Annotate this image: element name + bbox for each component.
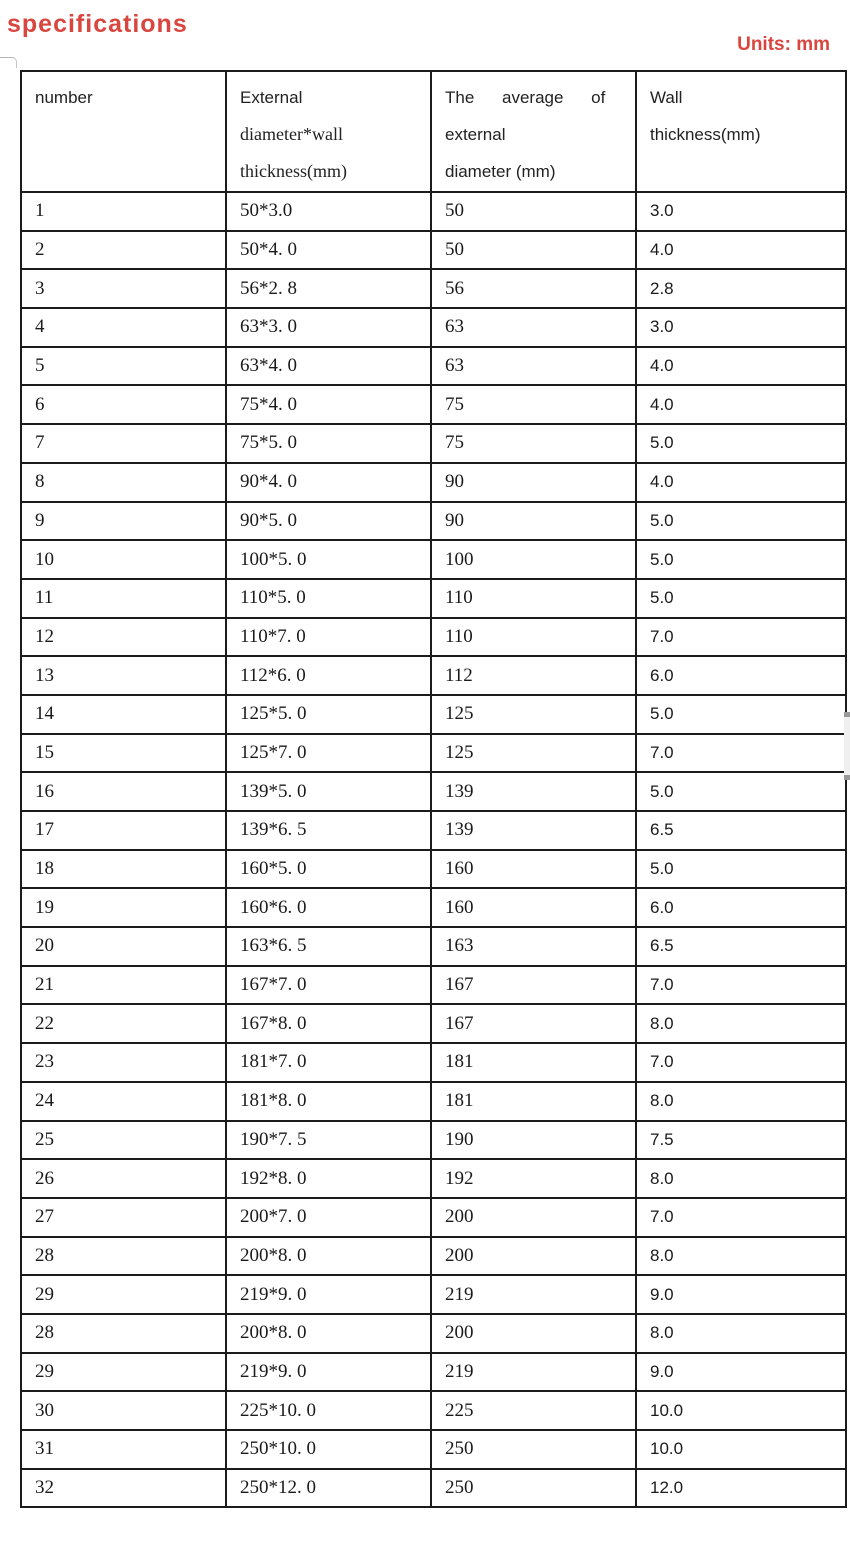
- scrollbar-dash-bottom: [844, 775, 850, 780]
- header-average-line1: The average of: [445, 88, 606, 107]
- row-number-cell: 22: [21, 1004, 226, 1043]
- average-diameter-cell: 163: [431, 927, 636, 966]
- row-number-cell: 21: [21, 966, 226, 1005]
- table-row: [21, 850, 846, 889]
- row-number-cell: 18: [21, 850, 226, 889]
- table-row: [21, 1237, 846, 1276]
- average-diameter-cell: 190: [431, 1121, 636, 1160]
- header-average-diameter: [431, 71, 636, 192]
- average-diameter-cell: 112: [431, 656, 636, 695]
- average-diameter-cell: 160: [431, 850, 636, 889]
- header-average-line3: diameter (mm): [445, 162, 556, 181]
- table-row: [21, 192, 846, 231]
- average-diameter-cell: 200: [431, 1237, 636, 1276]
- wall-thickness-cell: 3.0: [636, 308, 846, 347]
- average-diameter-cell: 181: [431, 1082, 636, 1121]
- external-diameter-cell: 75*5. 0: [226, 424, 431, 463]
- average-diameter-cell: 160: [431, 888, 636, 927]
- external-diameter-cell: 200*8. 0: [226, 1237, 431, 1276]
- external-diameter-cell: 181*7. 0: [226, 1043, 431, 1082]
- external-diameter-cell: 192*8. 0: [226, 1159, 431, 1198]
- average-diameter-cell: 200: [431, 1314, 636, 1353]
- wall-thickness-cell: 10.0: [636, 1391, 846, 1430]
- row-number-cell: 25: [21, 1121, 226, 1160]
- header-wall-thickness: [636, 71, 846, 192]
- average-diameter-cell: 219: [431, 1353, 636, 1392]
- average-diameter-cell: 110: [431, 618, 636, 657]
- average-diameter-cell: 56: [431, 269, 636, 308]
- external-diameter-cell: 75*4. 0: [226, 385, 431, 424]
- external-diameter-cell: 250*12. 0: [226, 1469, 431, 1508]
- table-row: [21, 1198, 846, 1237]
- table-row: [21, 695, 846, 734]
- external-diameter-cell: 110*5. 0: [226, 579, 431, 618]
- wall-thickness-cell: 8.0: [636, 1159, 846, 1198]
- external-diameter-cell: 225*10. 0: [226, 1391, 431, 1430]
- average-diameter-cell: 125: [431, 734, 636, 773]
- row-number-cell: 27: [21, 1198, 226, 1237]
- header-average-line2: external: [445, 125, 506, 144]
- row-number-cell: 13: [21, 656, 226, 695]
- wall-thickness-cell: 4.0: [636, 385, 846, 424]
- table-row: [21, 734, 846, 773]
- table-row: [21, 231, 846, 270]
- average-diameter-cell: 225: [431, 1391, 636, 1430]
- table-row: [21, 308, 846, 347]
- header-external-diameter: [226, 71, 431, 192]
- wall-thickness-cell: 8.0: [636, 1314, 846, 1353]
- row-number-cell: 11: [21, 579, 226, 618]
- table-row: [21, 540, 846, 579]
- table-row: [21, 463, 846, 502]
- average-diameter-cell: 50: [431, 192, 636, 231]
- row-number-cell: 9: [21, 502, 226, 541]
- average-diameter-cell: 100: [431, 540, 636, 579]
- table-body: [21, 192, 846, 1507]
- wall-thickness-cell: 8.0: [636, 1082, 846, 1121]
- wall-thickness-cell: 7.5: [636, 1121, 846, 1160]
- external-diameter-cell: 219*9. 0: [226, 1353, 431, 1392]
- table-row: [21, 1469, 846, 1508]
- row-number-cell: 29: [21, 1353, 226, 1392]
- header-number-label: number: [35, 88, 93, 107]
- wall-thickness-cell: 5.0: [636, 540, 846, 579]
- external-diameter-cell: 181*8. 0: [226, 1082, 431, 1121]
- external-diameter-cell: 250*10. 0: [226, 1430, 431, 1469]
- table-row: [21, 811, 846, 850]
- wall-thickness-cell: 7.0: [636, 1198, 846, 1237]
- wall-thickness-cell: 7.0: [636, 618, 846, 657]
- wall-thickness-cell: 2.8: [636, 269, 846, 308]
- wall-thickness-cell: 5.0: [636, 424, 846, 463]
- wall-thickness-cell: 4.0: [636, 347, 846, 386]
- row-number-cell: 29: [21, 1275, 226, 1314]
- header-external-line3: thickness(mm): [240, 161, 347, 181]
- row-number-cell: 10: [21, 540, 226, 579]
- external-diameter-cell: 200*8. 0: [226, 1314, 431, 1353]
- average-diameter-cell: 125: [431, 695, 636, 734]
- wall-thickness-cell: 4.0: [636, 463, 846, 502]
- row-number-cell: 16: [21, 772, 226, 811]
- wall-thickness-cell: 5.0: [636, 502, 846, 541]
- table-row: [21, 618, 846, 657]
- scrollbar-thumb[interactable]: [844, 712, 850, 780]
- average-diameter-cell: 63: [431, 347, 636, 386]
- external-diameter-cell: 219*9. 0: [226, 1275, 431, 1314]
- scrollbar-dash-top: [844, 712, 850, 717]
- average-diameter-cell: 167: [431, 966, 636, 1005]
- external-diameter-cell: 167*7. 0: [226, 966, 431, 1005]
- wall-thickness-cell: 9.0: [636, 1275, 846, 1314]
- units-label: Units: mm: [737, 34, 830, 55]
- row-number-cell: 6: [21, 385, 226, 424]
- row-number-cell: 28: [21, 1314, 226, 1353]
- row-number-cell: 30: [21, 1391, 226, 1430]
- corner-artifact: [0, 57, 17, 68]
- external-diameter-cell: 125*7. 0: [226, 734, 431, 773]
- wall-thickness-cell: 8.0: [636, 1237, 846, 1276]
- wall-thickness-cell: 5.0: [636, 579, 846, 618]
- external-diameter-cell: 63*3. 0: [226, 308, 431, 347]
- row-number-cell: 12: [21, 618, 226, 657]
- row-number-cell: 14: [21, 695, 226, 734]
- row-number-cell: 26: [21, 1159, 226, 1198]
- wall-thickness-cell: 6.5: [636, 811, 846, 850]
- average-diameter-cell: 110: [431, 579, 636, 618]
- wall-thickness-cell: 8.0: [636, 1004, 846, 1043]
- average-diameter-cell: 50: [431, 231, 636, 270]
- table-row: [21, 1391, 846, 1430]
- header-number: [21, 71, 226, 192]
- wall-thickness-cell: 7.0: [636, 734, 846, 773]
- table-row: [21, 1121, 846, 1160]
- external-diameter-cell: 50*3.0: [226, 192, 431, 231]
- table-row: [21, 656, 846, 695]
- header-wall-line1: Wall: [650, 88, 683, 107]
- table-row: [21, 347, 846, 386]
- table-row: [21, 966, 846, 1005]
- row-number-cell: 3: [21, 269, 226, 308]
- table-row: [21, 772, 846, 811]
- external-diameter-cell: 56*2. 8: [226, 269, 431, 308]
- average-diameter-cell: 90: [431, 463, 636, 502]
- average-diameter-cell: 181: [431, 1043, 636, 1082]
- external-diameter-cell: 190*7. 5: [226, 1121, 431, 1160]
- external-diameter-cell: 110*7. 0: [226, 618, 431, 657]
- external-diameter-cell: 90*5. 0: [226, 502, 431, 541]
- row-number-cell: 28: [21, 1237, 226, 1276]
- external-diameter-cell: 100*5. 0: [226, 540, 431, 579]
- table-row: [21, 424, 846, 463]
- row-number-cell: 24: [21, 1082, 226, 1121]
- average-diameter-cell: 139: [431, 811, 636, 850]
- wall-thickness-cell: 10.0: [636, 1430, 846, 1469]
- table-row: [21, 927, 846, 966]
- external-diameter-cell: 160*5. 0: [226, 850, 431, 889]
- wall-thickness-cell: 7.0: [636, 966, 846, 1005]
- row-number-cell: 32: [21, 1469, 226, 1508]
- external-diameter-cell: 139*5. 0: [226, 772, 431, 811]
- external-diameter-cell: 90*4. 0: [226, 463, 431, 502]
- row-number-cell: 1: [21, 192, 226, 231]
- wall-thickness-cell: 7.0: [636, 1043, 846, 1082]
- table-row: [21, 1043, 846, 1082]
- header-wall-line2: thickness(mm): [650, 125, 761, 144]
- average-diameter-cell: 250: [431, 1469, 636, 1508]
- table-row: [21, 579, 846, 618]
- wall-thickness-cell: 12.0: [636, 1469, 846, 1508]
- table-row: [21, 1159, 846, 1198]
- row-number-cell: 17: [21, 811, 226, 850]
- average-diameter-cell: 75: [431, 424, 636, 463]
- external-diameter-cell: 200*7. 0: [226, 1198, 431, 1237]
- wall-thickness-cell: 5.0: [636, 850, 846, 889]
- external-diameter-cell: 63*4. 0: [226, 347, 431, 386]
- average-diameter-cell: 167: [431, 1004, 636, 1043]
- wall-thickness-cell: 6.5: [636, 927, 846, 966]
- average-diameter-cell: 192: [431, 1159, 636, 1198]
- table-row: [21, 502, 846, 541]
- row-number-cell: 2: [21, 231, 226, 270]
- table-row: [21, 1004, 846, 1043]
- row-number-cell: 15: [21, 734, 226, 773]
- external-diameter-cell: 50*4. 0: [226, 231, 431, 270]
- row-number-cell: 31: [21, 1430, 226, 1469]
- average-diameter-cell: 90: [431, 502, 636, 541]
- table-row: [21, 1314, 846, 1353]
- external-diameter-cell: 160*6. 0: [226, 888, 431, 927]
- external-diameter-cell: 112*6. 0: [226, 656, 431, 695]
- table-row: [21, 269, 846, 308]
- wall-thickness-cell: 5.0: [636, 772, 846, 811]
- row-number-cell: 7: [21, 424, 226, 463]
- average-diameter-cell: 75: [431, 385, 636, 424]
- wall-thickness-cell: 9.0: [636, 1353, 846, 1392]
- header-row: [21, 71, 846, 192]
- specifications-table: [20, 70, 847, 1508]
- table-row: [21, 1082, 846, 1121]
- header-external-line2: diameter*wall: [240, 124, 343, 144]
- table-row: [21, 385, 846, 424]
- wall-thickness-cell: 4.0: [636, 231, 846, 270]
- average-diameter-cell: 139: [431, 772, 636, 811]
- wall-thickness-cell: 3.0: [636, 192, 846, 231]
- average-diameter-cell: 219: [431, 1275, 636, 1314]
- page-title: specifications: [7, 10, 188, 38]
- wall-thickness-cell: 6.0: [636, 888, 846, 927]
- row-number-cell: 20: [21, 927, 226, 966]
- header-external-line1: External: [240, 88, 303, 107]
- external-diameter-cell: 163*6. 5: [226, 927, 431, 966]
- average-diameter-cell: 63: [431, 308, 636, 347]
- external-diameter-cell: 139*6. 5: [226, 811, 431, 850]
- table-row: [21, 1353, 846, 1392]
- wall-thickness-cell: 6.0: [636, 656, 846, 695]
- row-number-cell: 8: [21, 463, 226, 502]
- average-diameter-cell: 200: [431, 1198, 636, 1237]
- row-number-cell: 5: [21, 347, 226, 386]
- external-diameter-cell: 125*5. 0: [226, 695, 431, 734]
- row-number-cell: 23: [21, 1043, 226, 1082]
- table-row: [21, 1430, 846, 1469]
- row-number-cell: 19: [21, 888, 226, 927]
- external-diameter-cell: 167*8. 0: [226, 1004, 431, 1043]
- table-row: [21, 888, 846, 927]
- average-diameter-cell: 250: [431, 1430, 636, 1469]
- wall-thickness-cell: 5.0: [636, 695, 846, 734]
- row-number-cell: 4: [21, 308, 226, 347]
- table-row: [21, 1275, 846, 1314]
